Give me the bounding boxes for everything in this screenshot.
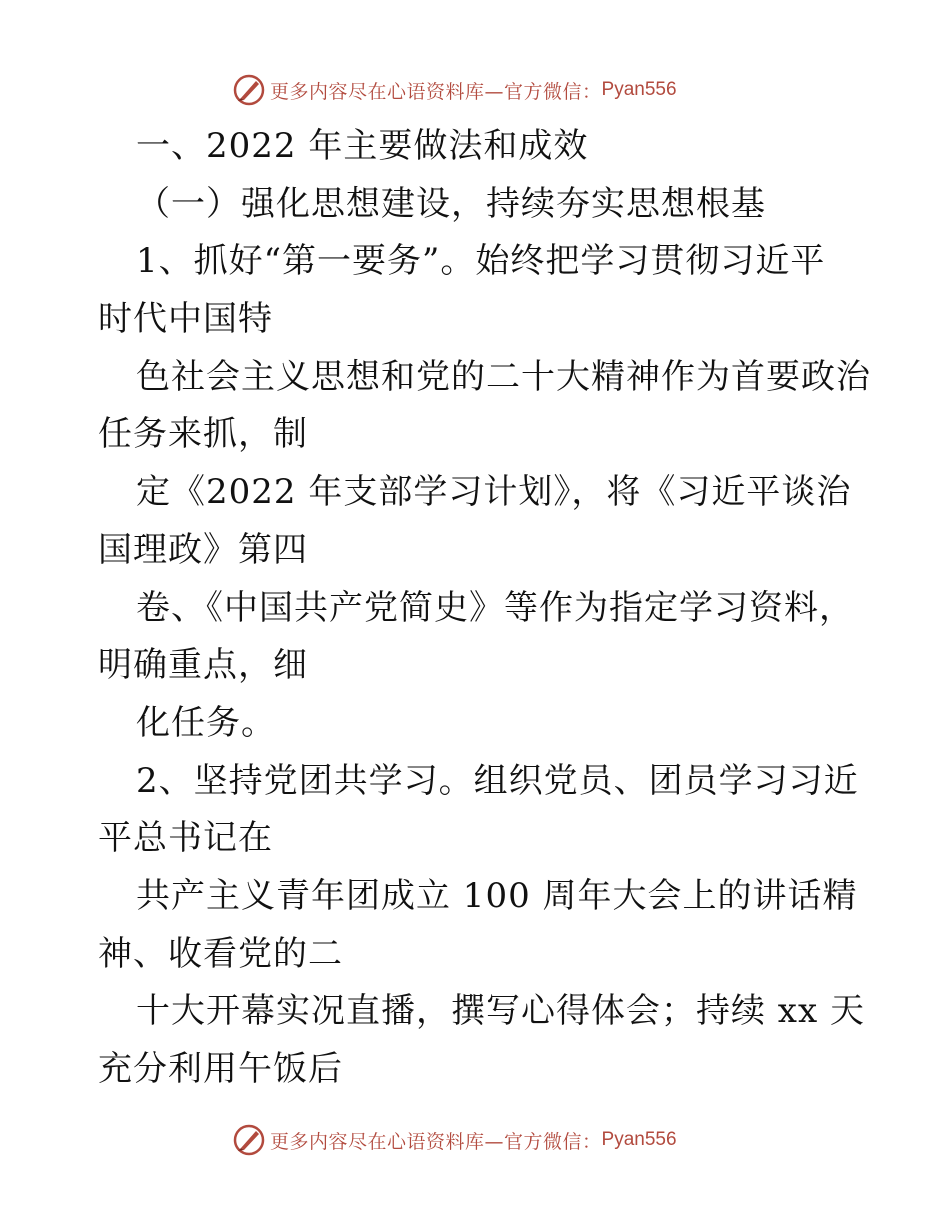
footer-watermark [232,1122,677,1158]
paragraph-line: 明确重点，细 [98,645,308,686]
watermark-text: 更多内容尽在心语资料库—官方微信： [270,80,602,103]
watermark-wechat-id: Pyan556 [601,79,677,100]
paragraph-line: 共产主义青年团成立 100 周年大会上的讲话精 [136,875,858,916]
header-watermark [232,72,677,108]
paragraph-line: 色社会主义思想和党的二十大精神作为首要政治 [136,356,871,397]
document-body [98,118,871,1099]
section-heading: 一、2022 年主要做法和成效 [136,126,589,166]
paragraph-line: 定《2022 年支部学习计划》，将《习近平谈治 [136,472,852,513]
paragraph-line: 1、抓好“第一要务”。始终把学习贯彻习近平 [136,241,826,282]
paragraph-line: 2、坚持党团共学习。组织党员、团员学习习近 [136,760,859,801]
quill-logo-icon [232,73,266,107]
paragraph-line: 神、收看党的二 [98,933,343,974]
paragraph-line: 时代中国特 [98,299,273,340]
watermark-text: 更多内容尽在心语资料库—官方微信： [270,1130,602,1153]
paragraph-line: 卷、《中国共产党简史》等作为指定学习资料， [136,587,854,628]
paragraph-line: 化任务。 [136,702,276,743]
paragraph-line: 十大开幕实况直播，撰写心得体会；持续 xx 天 [136,991,865,1032]
quill-logo-icon [232,1123,266,1157]
paragraph-line: 任务来抓，制 [98,414,308,455]
paragraph-line: 充分利用午饭后 [98,1049,343,1089]
watermark-wechat-id: Pyan556 [601,1129,677,1150]
paragraph-line: 平总书记在 [98,818,273,859]
subsection-heading: （一）强化思想建设，持续夯实思想根基 [136,183,766,224]
paragraph-line: 国理政》第四 [98,529,308,570]
